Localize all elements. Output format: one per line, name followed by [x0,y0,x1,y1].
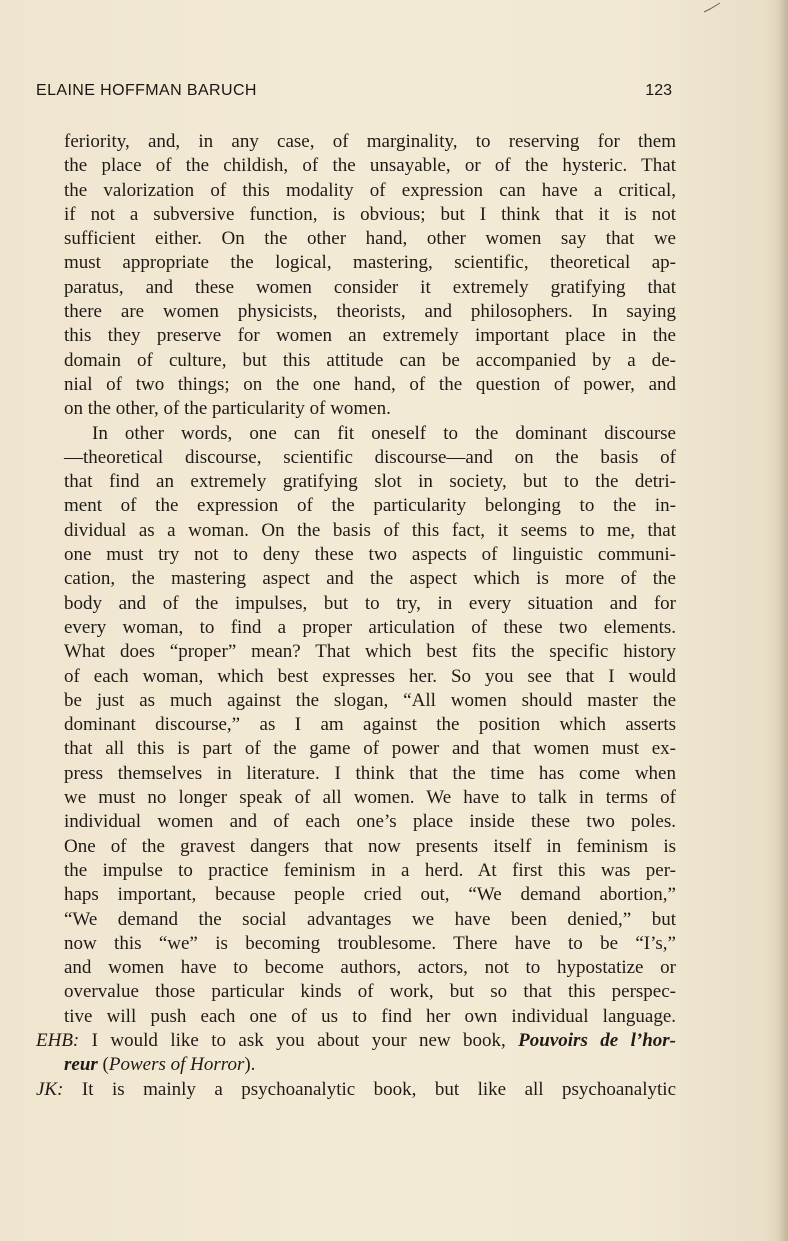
page-gutter-shadow [778,0,788,1241]
text-line: one must try not to deny these two aspects of linguistic communi- [64,544,676,566]
text-line: cation, the mastering aspect and the aspect which is more of the [64,568,676,590]
text-line: the impulse to practice feminism in a herd. At first this was per- [64,859,676,881]
text-line: of each woman, which best expresses her. So you see that I would [64,665,676,687]
text-line: domain of culture, but this attitude can be accompanied by a de- [64,349,676,371]
book-title-french-cont: reur [64,1054,98,1076]
text-line: that find an extremely gratifying slot in society, but to the detri- [64,471,676,493]
text-line: the place of the childish, of the unsayable, or of the hysteric. That [64,155,676,177]
text-line: the valorization of this modality of expression can have a critical, [64,179,676,201]
book-title-french: Pouvoirs de l’hor- [518,1029,676,1051]
page-number: 123 [645,82,672,99]
ehb-question-text: I would like to ask you about your new book, [79,1029,519,1051]
text-line: One of the gravest dangers that now presents itself in feminism is [64,835,676,857]
text-line: haps important, because people cried out, “We demand abortion,” [64,884,676,906]
text-line: ment of the expression of the particularity belonging to the in- [64,495,676,517]
paren-close: ). [244,1054,256,1076]
text-line: we must no longer speak of all women. We have to talk in terms of [64,787,676,809]
text-line: paratus, and these women consider it extremely gratifying that [64,276,676,298]
ehb-question-line-1 [36,1029,676,1053]
text-line: and women have to become authors, actors, not to hypostatize or [64,957,676,979]
ehb-question-line-2 [36,1053,676,1077]
text-line: press themselves in literature. I think that the time has come when [64,762,676,784]
text-line: In other words, one can fit oneself to the dominant discourse [92,422,676,444]
running-head-author: ELAINE HOFFMAN BARUCH [36,82,257,99]
text-line: now this “we” is becoming troublesome. There have to be “I’s,” [64,932,676,954]
text-line: if not a subversive function, is obvious; but I think that it is not [64,203,676,225]
text-line: sufficient either. On the other hand, other women say that we [64,228,676,250]
text-line: —theoretical discourse, scientific discourse—and on the basis of [64,446,676,468]
jk-answer-text: It is mainly a psychoanalytic book, but like all psychoanalytic [63,1078,676,1100]
text-line: on the other, of the particularity of women. [64,398,391,420]
text-line: “We demand the social advantages we have been denied,” but [64,908,676,930]
text-line: feriority, and, in any case, of marginality, to reserving for them [64,131,676,152]
text-line: overvalue those particular kinds of work, but so that this perspec- [64,981,676,1003]
pencil-mark [702,2,722,14]
book-title-english: Powers of Horror [108,1054,245,1076]
text-line: dominant discourse,” as I am against the position which asserts [64,714,676,736]
speaker-ehb: EHB: [36,1029,80,1051]
text-line: must appropriate the logical, mastering, scientific, theoretical ap- [64,252,676,274]
text-line: that all this is part of the game of power and that women must ex- [64,738,676,760]
paren-open: ( [97,1054,109,1076]
running-head [36,82,672,106]
text-line: every woman, to find a proper articulation of these two elements. [64,616,676,638]
text-line: body and of the impulses, but to try, in every situation and for [64,592,676,614]
jk-answer-line [36,1078,676,1102]
text-line: nial of two things; on the one hand, of the question of power, and [64,373,676,395]
speaker-jk: JK: [36,1078,64,1100]
body-text [36,130,676,1102]
text-line: individual women and of each one’s place inside these two poles. [64,811,676,833]
text-line: tive will push each one of us to find her own individual language. [64,1005,676,1027]
text-line: What does “proper” mean? That which best fits the specific history [64,641,676,663]
text-line: dividual as a woman. On the basis of this fact, it seems to me, that [64,519,676,541]
text-line: this they preserve for women an extremely important place in the [64,325,676,347]
text-line: there are women physicists, theorists, and philosophers. In saying [64,301,676,323]
text-line: be just as much against the slogan, “All women should master the [64,689,676,711]
